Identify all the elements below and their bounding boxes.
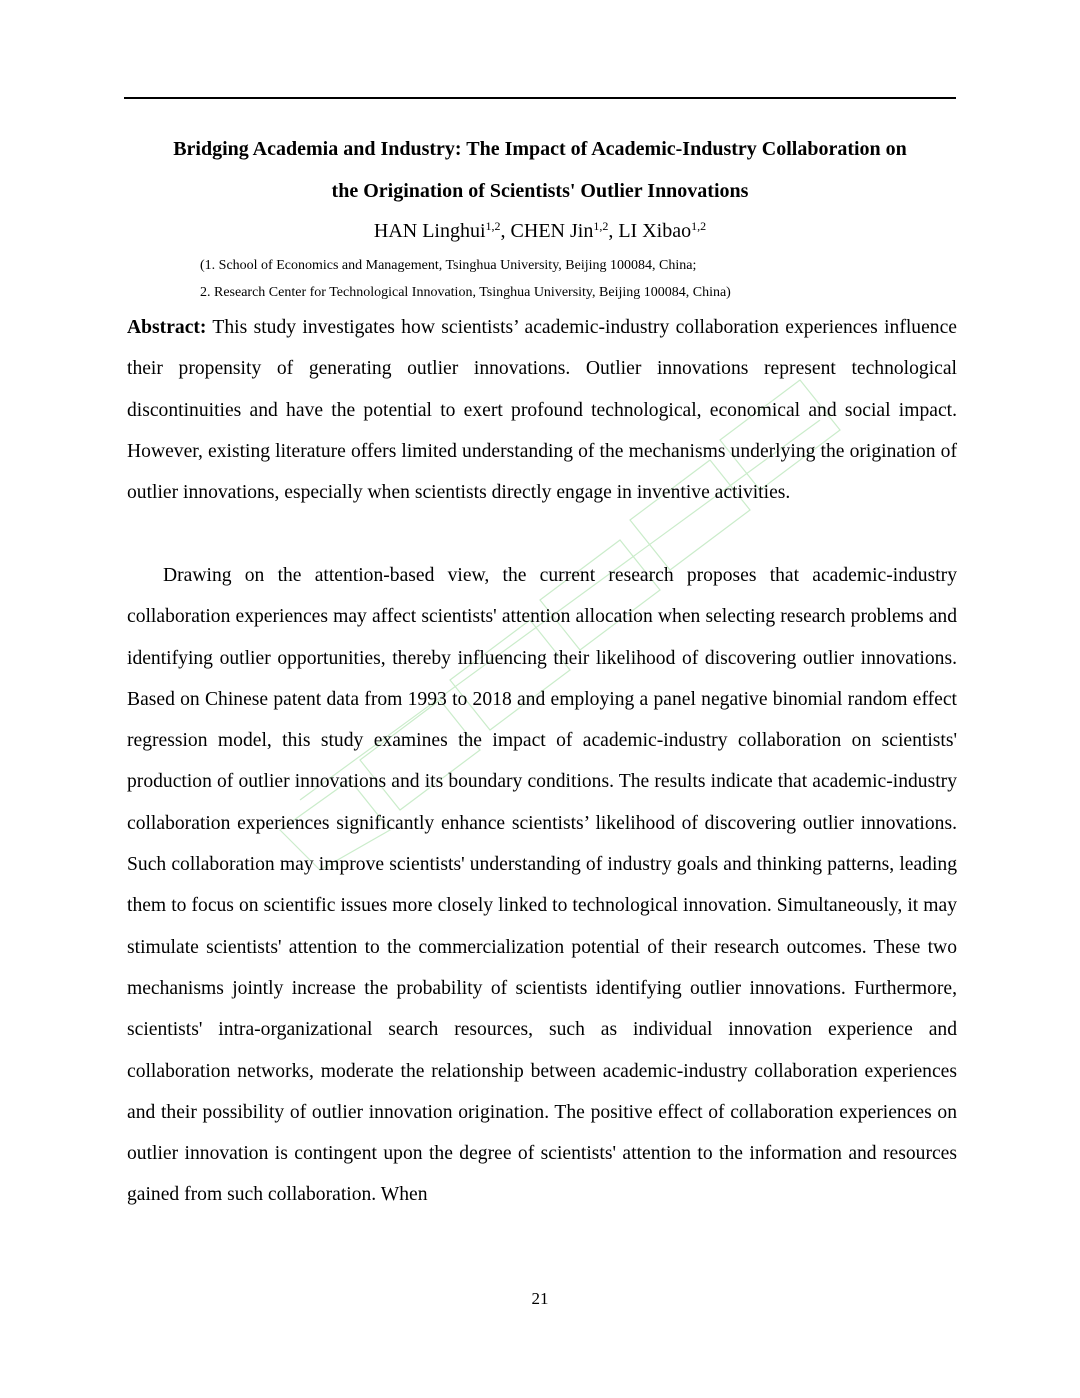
author-name: HAN Linghui (373, 220, 486, 242)
author-list (124, 214, 956, 248)
author-affiliation-mark: 1,2 (691, 219, 707, 233)
page-number: 21 (531, 1289, 549, 1308)
abstract-text: This study investigates how scientists’ academic-industry collaboration experiences influence their propensity of generating outlier innovations. Outlier innovations represent technological discontinuities and have the potential to exert profound technological, economical and social impact. However, existing literature offers limited understanding of the mechanisms underlying the origination of outlier innovations, especially when scientists directly engage in inventive activities. (127, 317, 957, 504)
abstract-paragraph-1 (127, 307, 957, 513)
affiliation-line-1: (1. School of Economics and Management, Tsinghua University, Beijing 100084, China; (200, 258, 697, 273)
abstract-label: Abstract: (127, 317, 207, 338)
author-name: CHEN Jin (510, 220, 594, 242)
author-name: LI Xibao (618, 220, 692, 242)
header-rule (124, 97, 956, 99)
paper-title-line-1: Bridging Academia and Industry: The Impact of Academic-Industry Collaboration on (173, 138, 907, 160)
author-affiliation-mark: 1,2 (485, 219, 501, 233)
paper-title-line-2: the Origination of Scientists' Outlier Innovations (331, 180, 749, 202)
affiliation-line-2: 2. Research Center for Technological Innovation, Tsinghua University, Beijing 100084, China) (200, 285, 731, 300)
abstract-paragraph-2: Drawing on the attention-based view, the current research proposes that academic-industry collaboration experiences may affect scientists' attention allocation when selecting research problems and identifying outlier opportunities, thereby influencing their likelihood of discovering outlier innovations. Based on Chinese patent data from 1993 to 2018 and employing a panel negative binomial random effect regression model, this study examines the impact of academic-industry collaboration on scientists' production of outlier innovations and its boundary conditions. The results indicate that academic-industry collaboration experiences significantly enhance scientists’ likelihood of discovering outlier innovations. Such collaboration may improve scientists' understanding of industry goals and thinking patterns, leading them to focus on scientific issues more closely linked to technological innovation. Simultaneously, it may stimulate scientists' attention to the commercialization potential of their research outcomes. These two mechanisms jointly increase the probability of scientists identifying outlier innovations. Furthermore, scientists' intra-organizational search resources, such as individual innovation experience and collaboration networks, moderate the relationship between academic-industry collaboration experiences and their possibility of outlier innovation origination. The positive effect of collaboration experiences on outlier innovation is contingent upon the degree of scientists' attention to the information and resources gained from such collaboration. When (127, 565, 957, 1206)
author-separator: , (500, 220, 511, 242)
author-affiliation-mark: 1,2 (593, 219, 609, 233)
author-separator: , (608, 220, 619, 242)
